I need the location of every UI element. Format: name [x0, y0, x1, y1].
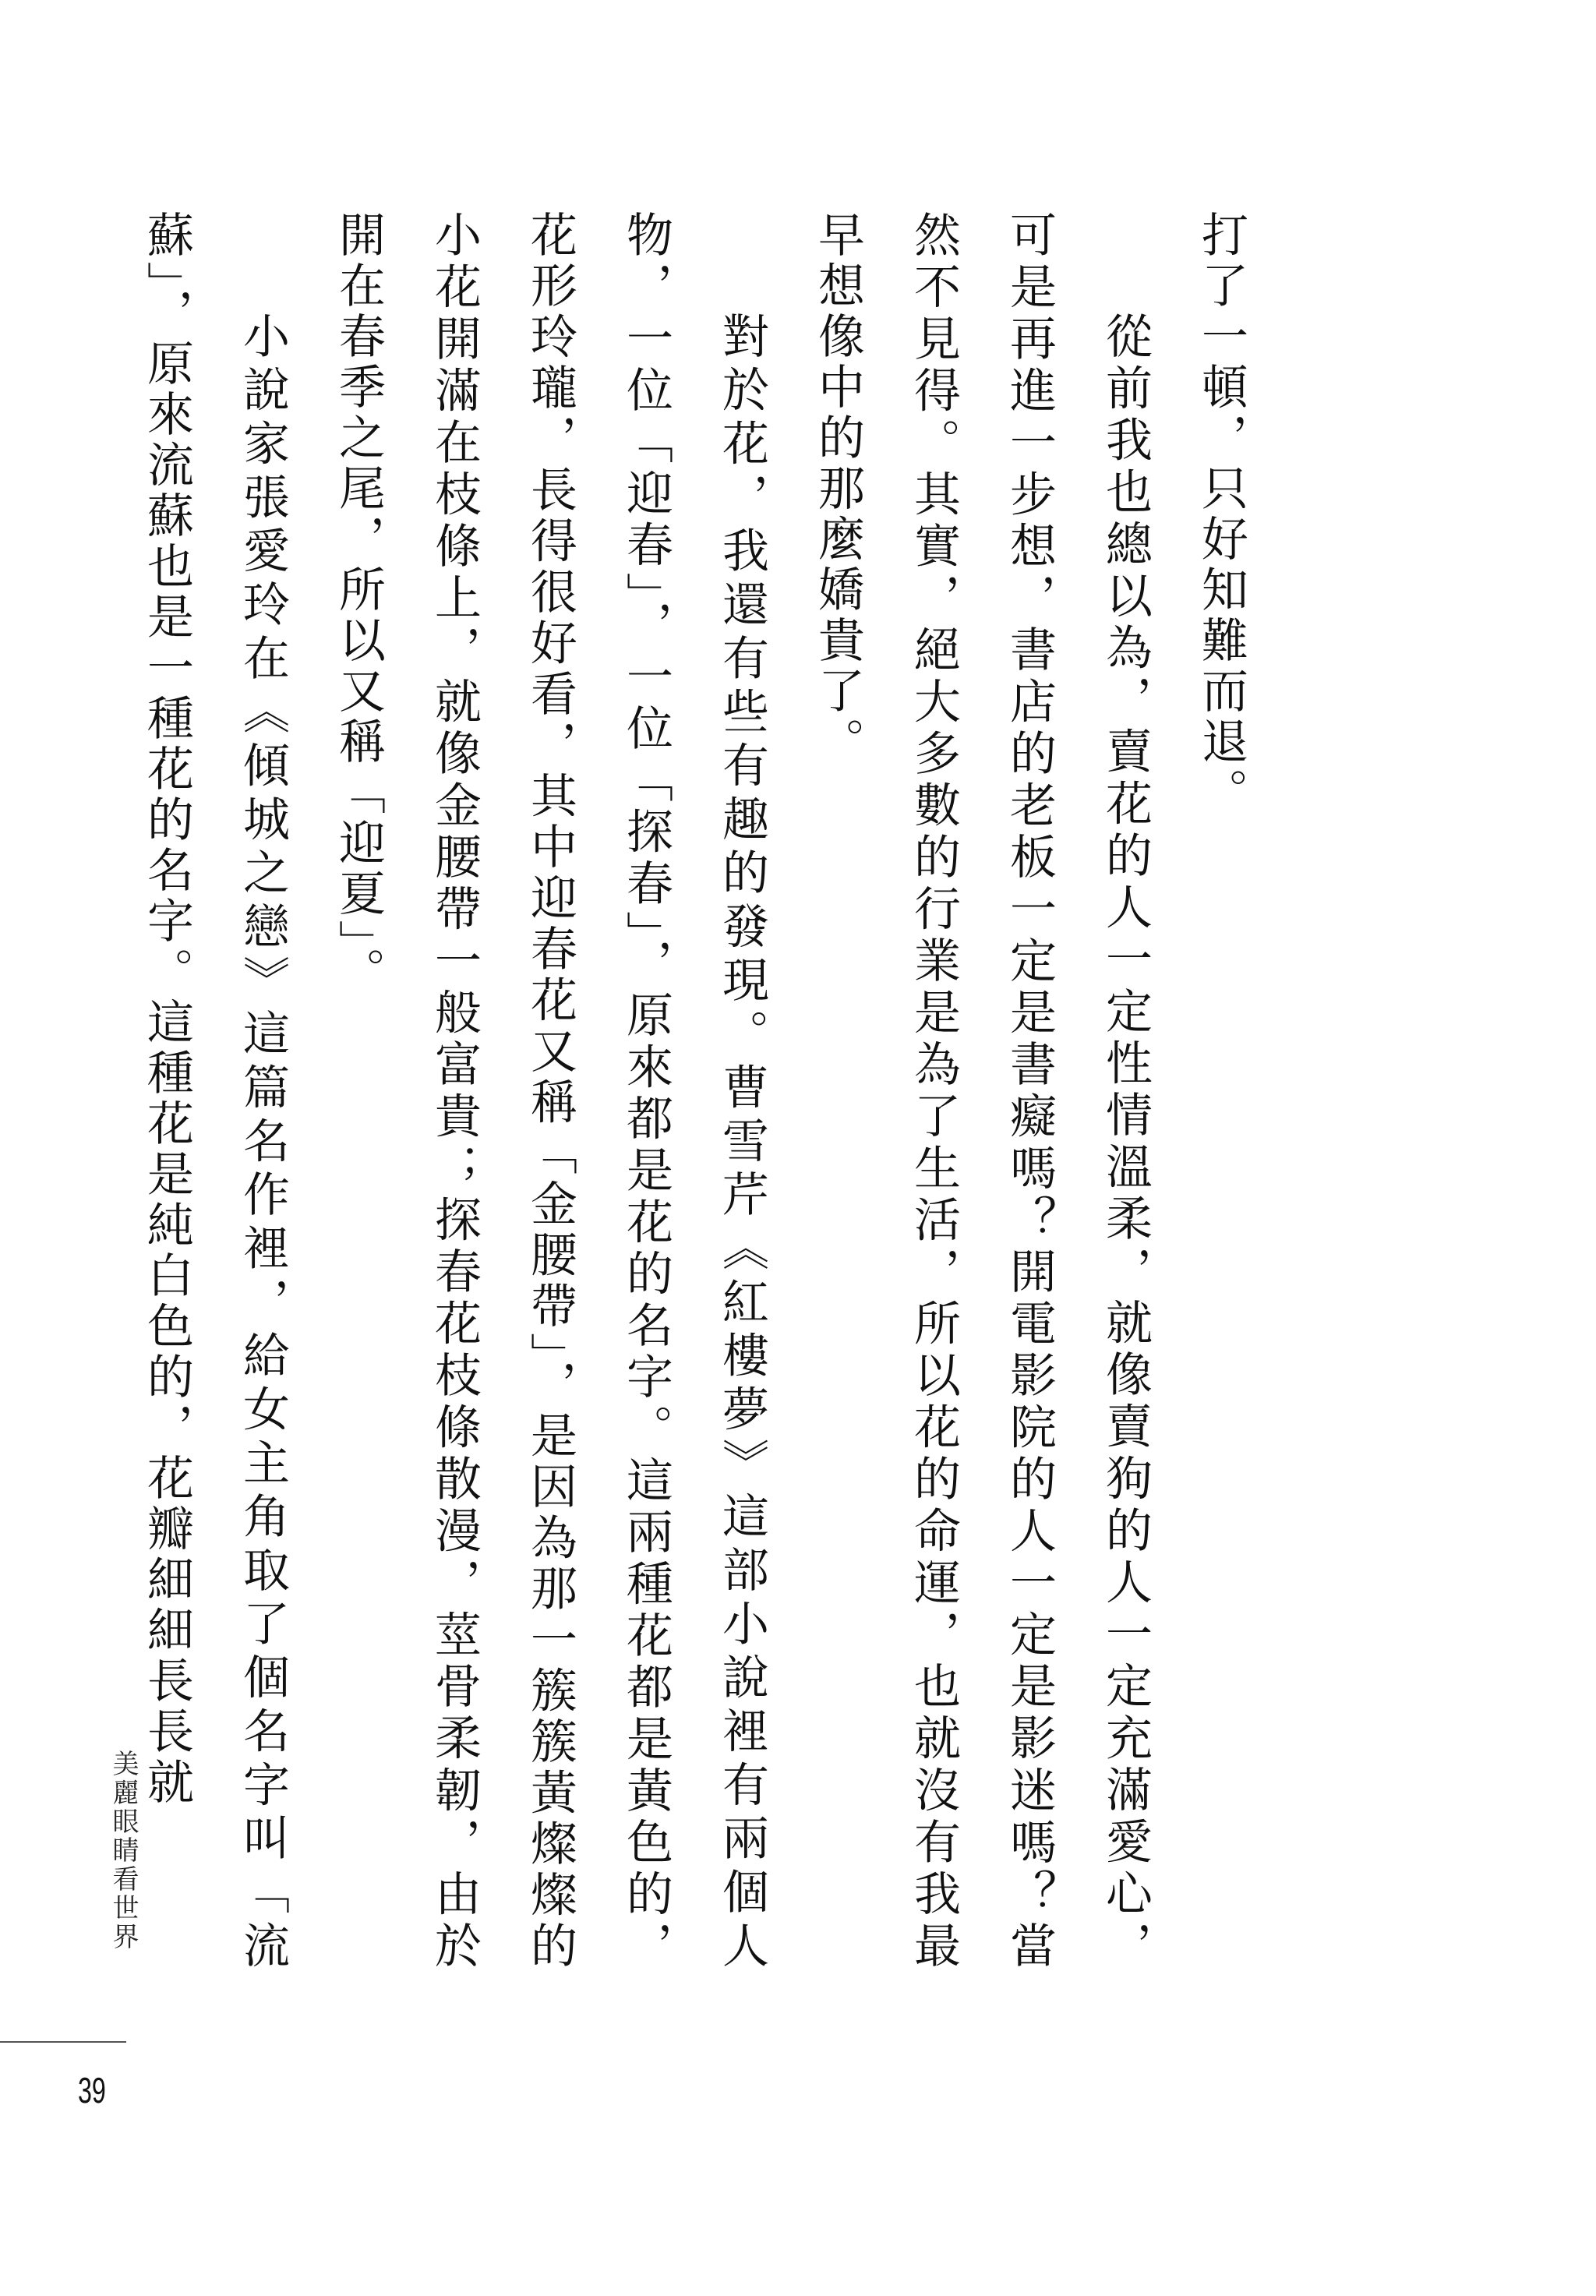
paragraph-continuation: 打了一頓，只好知難而退。 [1194, 210, 1248, 818]
running-head: 美麗眼睛看世界 [108, 1750, 139, 1952]
footer-divider [0, 2041, 126, 2043]
paragraph-eileen-chang: 小說家張愛玲在《傾城之戀》這篇名作裡，給女主角取了個名字叫「流蘇」，原來流蘇也是一種花的名字。這種花是純白色的，花瓣細細長長就 [139, 210, 290, 1972]
body-text [123, 210, 1269, 1972]
page-number: 39 [78, 2070, 106, 2111]
paragraph-bookstore: 從前我也總以為，賣花的人一定性情溫柔，就像賣狗的人一定充滿愛心，可是再進一步想，書店的老板一定是書癡嗎？開電影院的人一定是影迷嗎？當然不見得。其實，絕大多數的行業是為了生活，所以花的命運，也就沒有我最早想像中的那麼嬌貴了。 [810, 210, 1153, 1972]
paragraph-red-chamber: 對於花，我還有些有趣的發現。曹雪芹《紅樓夢》這部小說裡有兩個人物，一位「迎春」，一位「探春」，原來都是花的名字。這兩種花都是黃色的，花形玲瓏，長得很好看，其中迎春花又稱「金腰帶」，是因為那一簇簇黃燦燦的小花開滿在枝條上，就像金腰帶一般富貴；探春花枝條散漫，莖骨柔韌，由於開在春季之尾，所以又稱「迎夏」。 [331, 210, 769, 1972]
